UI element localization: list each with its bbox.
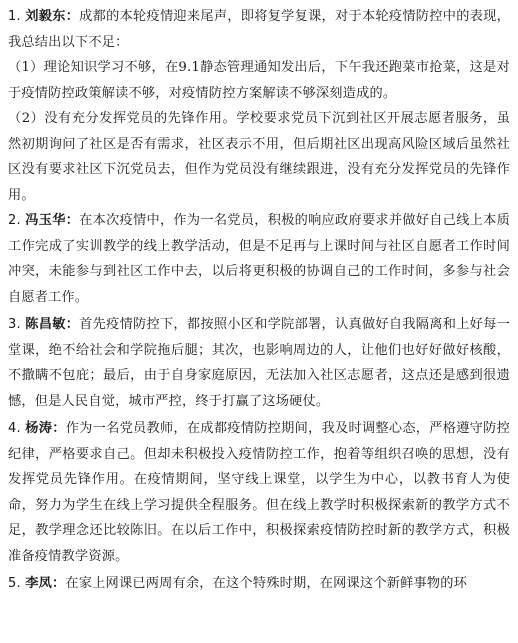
entry-number: 3. [8,317,21,332]
entry-author: 陈昌敏： [25,317,80,332]
entry-1-item-1: （1）理论知识学习不够，在9.1静态管理通知发出后，下午我还跑菜市抢菜，这是对于疫情防控政策解读不够，对疫情防控方案解读不够深刻造成的。 [8,60,510,101]
entry-text: 作为一名党员教师，在成都疫情防控期间，我及时调整心态，严格遵守防控纪律，严格要求自己。但却未积极投入疫情防控工作，抱着等组织召唤的思想，没有发挥党员先锋作用。在疫情期间，坚守线上课堂，以学生为中心，以教书育人为使命，努力为学生在线上学习提供全程服务。但在线上教学时积极探索新的教学方式不足，教学理念还比较陈旧。在以后工作中，积极探索疫情防控时新的教学方式，积极准备疫情教学资源。 [8,421,510,564]
entry-text: 在本次疫情中，作为一名党员，积极的响应政府要求并做好自己线上本质工作完成了实训教学的线上教学活动，但是不足再与上课时间与社区自愿者工作时间冲突，未能参与到社区工作中去，以后将更积极的协调自己的工作时间，多参与社会自愿者工作。 [8,213,510,305]
document-body [8,4,510,597]
entry-author: 冯玉华： [25,213,80,228]
entry-author: 刘毅东： [25,9,80,24]
entry-number: 2. [8,213,21,228]
entry-number: 5. [8,576,21,591]
entry-author: 李凤： [25,576,66,591]
entry-text: 成都的本轮疫情迎来尾声，即将复学复课，对于本轮疫情防控中的表现，我总结出以下不足： [8,9,510,50]
entry-5 [8,571,510,597]
entry-author: 杨涛： [25,421,66,436]
entry-1-item-2: （2）没有充分发挥党员的先锋作用。学校要求党员下沉到社区开展志愿者服务，虽然初期询问了社区是否有需求，社区表示不用，但后期社区出现高风险区域后虽然社区没有要求社区下沉党员去，但作为党员没有继续跟进，没有充分发挥党员的先锋作用。 [8,111,510,203]
entry-text: 在家上网课已两周有余，在这个特殊时期，在网课这个新鲜事物的环 [65,576,468,591]
entry-1 [8,4,510,55]
entry-2 [8,208,510,310]
entry-number: 4. [8,421,21,436]
entry-4 [8,416,510,569]
entry-3 [8,312,510,414]
entry-text: 首先疫情防控下，都按照小区和学院部署，认真做好自我隔离和上好每一堂课，绝不给社会和学院拖后腿；其次，也影响周边的人，让他们也好好做好核酸，不撒瞒不包庇；最后，由于自身家庭原因，无法加入社区志愿者，这点还是感到很遗憾，但是人民自觉，城市严控，终于打赢了这场硬仗。 [8,317,510,409]
entry-number: 1. [8,9,21,24]
